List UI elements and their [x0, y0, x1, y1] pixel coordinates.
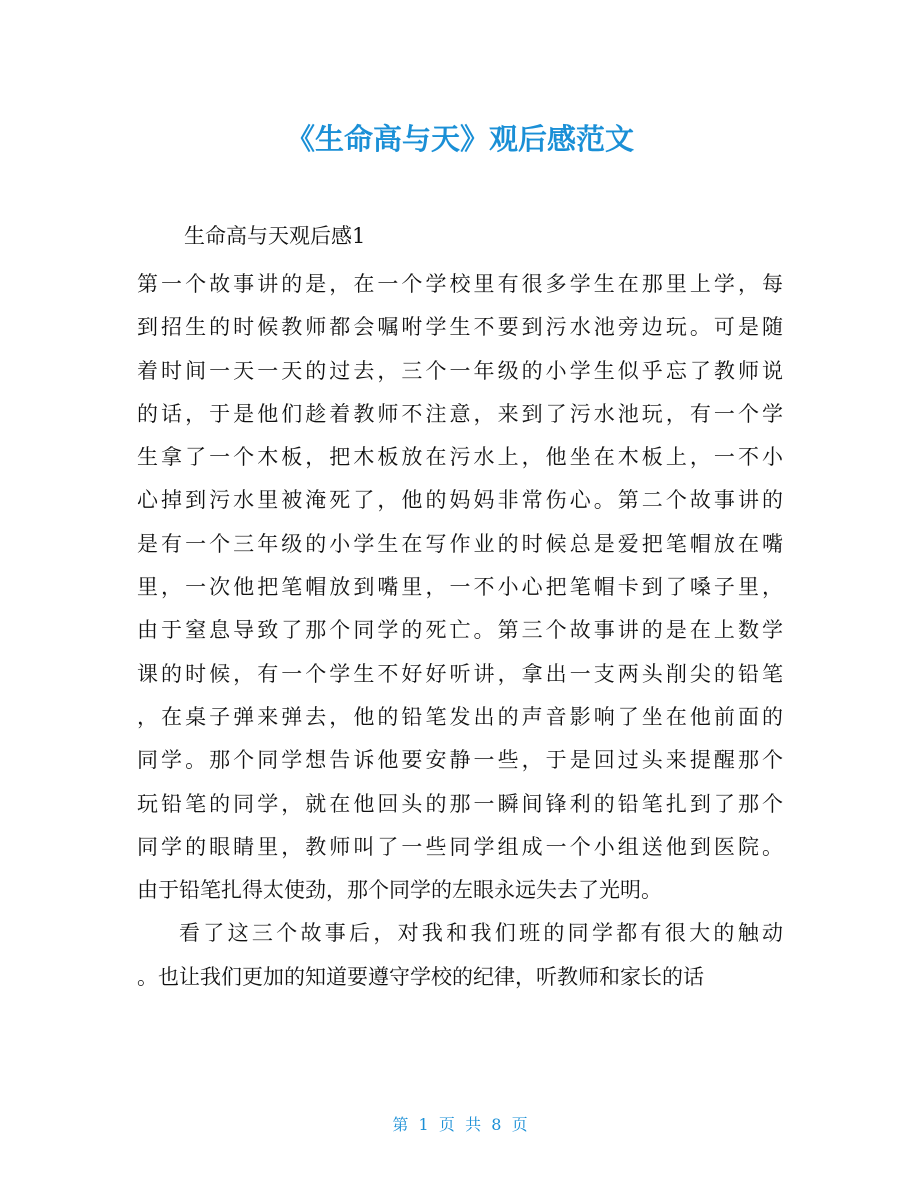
text-line: 生拿了一个木板，把木板放在污水上，他坐在木板上，一不小 — [137, 445, 783, 470]
text-line: 到招生的时候教师都会嘱咐学生不要到污水池旁边玩。可是随 — [137, 315, 783, 340]
text-line: 课的时候，有一个学生不好好听讲，拿出一支两头削尖的铅笔 — [137, 661, 783, 686]
text-line: 。也让我们更加的知道要遵守学校的纪律，听教师和家长的话 — [137, 964, 704, 989]
text-line: 的话，于是他们趁着教师不注意，来到了污水池玩，有一个学 — [137, 401, 783, 426]
document-title: 《生命高与天》观后感范文 — [285, 122, 634, 156]
text-line: 心掉到污水里被淹死了，他的妈妈非常伤心。第二个故事讲的 — [137, 488, 783, 513]
text-line: 由于铅笔扎得太使劲，那个同学的左眼永远失去了光明。 — [137, 878, 662, 903]
text-line: 着时间一天一天的过去，三个一年级的小学生似乎忘了教师说 — [137, 358, 783, 383]
page-number-footer: 第 1 页 共 8 页 — [392, 1115, 528, 1134]
text-line: 第一个故事讲的是，在一个学校里有很多学生在那里上学，每 — [137, 272, 783, 296]
text-line: 里，一次他把笔帽放到嘴里，一不小心把笔帽卡到了嗓子里， — [137, 575, 783, 600]
text-line: 看了这三个故事后，对我和我们班的同学都有很大的触动 — [179, 921, 783, 946]
text-line: 是有一个三年级的小学生在写作业的时候总是爱把笔帽放在嘴 — [137, 531, 783, 556]
text-line: 同学的眼睛里，教师叫了一些同学组成一个小组送他到医院。 — [137, 834, 783, 859]
text-line: 由于窒息导致了那个同学的死亡。第三个故事讲的是在上数学 — [137, 618, 783, 643]
body-text — [137, 263, 783, 999]
text-line: 同学。那个同学想告诉他要安静一些，于是回过头来提醒那个 — [137, 748, 783, 773]
text-line: ，在桌子弹来弹去，他的铅笔发出的声音影响了坐在他前面的 — [137, 704, 783, 729]
section-heading: 生命高与天观后感1 — [184, 224, 366, 248]
text-line: 玩铅笔的同学，就在他回头的那一瞬间锋利的铅笔扎到了那个 — [137, 791, 783, 816]
